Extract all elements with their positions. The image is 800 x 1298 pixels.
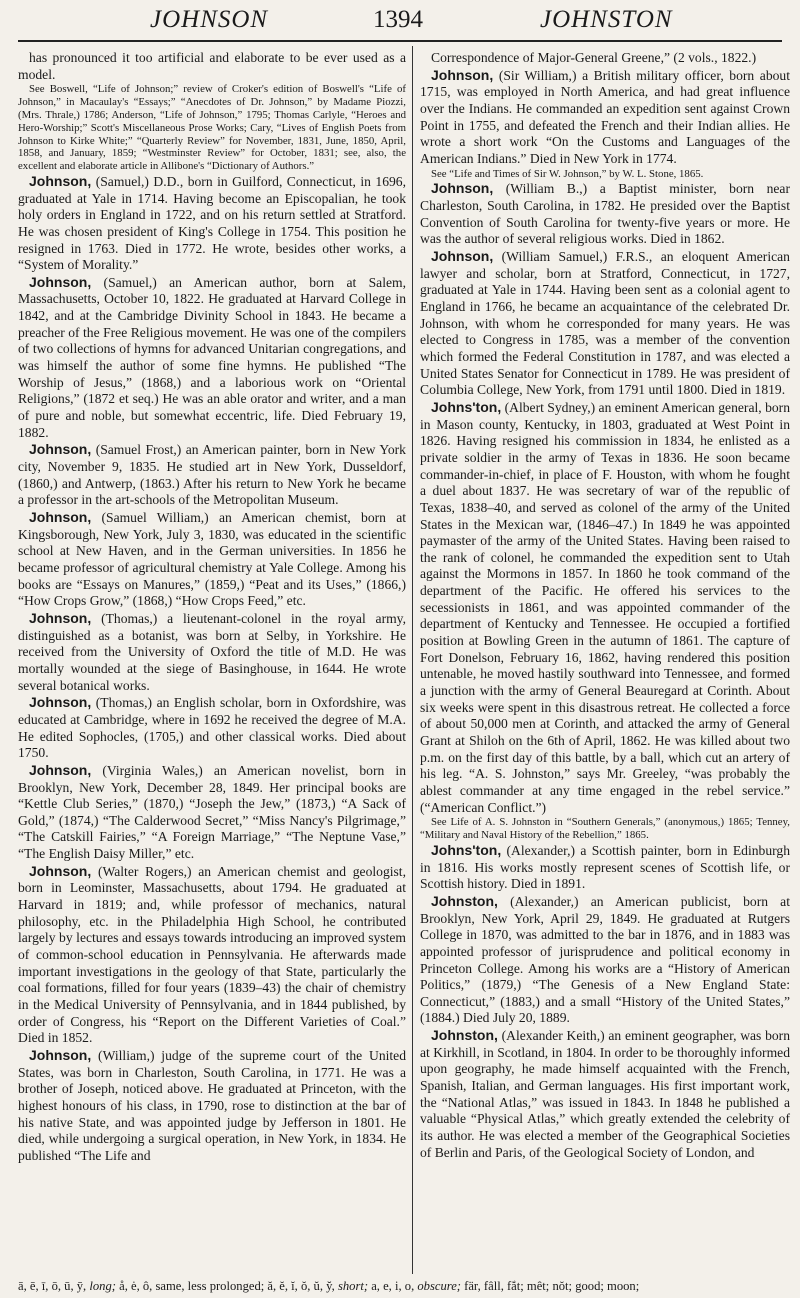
entry-headword: Johns'ton,	[431, 841, 502, 858]
entry-body: (Alexander Keith,) an eminent geographer, was born at Kirkhill, in Scotland, in 1804. In order to be thoroughly informed upon geography, he made himself acquainted with the French, Spanish, Italian, and German languages. His first important work, the “National Atlas,” was issued in 1843. In 1848 he published a valuable “Physical Atlas,” which greatly extended the celebrity of its author. He was elected a member of the Geographical Societies of Berlin and Paris, of the Geological Society of London, and	[420, 1028, 791, 1160]
key-prolonged: å, ė, ô, same, less prolonged; ă, ĕ, ĭ, ŏ, ŭ, y̆,	[119, 1279, 335, 1293]
running-head-left: JOHNSON	[150, 6, 269, 33]
dictionary-entry	[420, 180, 790, 248]
dictionary-entry	[18, 762, 406, 863]
dictionary-entry	[420, 399, 790, 816]
entry-body: (Walter Rogers,) an American chemist and geologist, born in Leominster, Massachusetts, about 1794. He graduated at Harvard in 1819; and, while professor of mechanics, natural philosophy, etc. in the Philadelphia High School, he contributed largely by lectures and essays towards introducing an improved system of common-school education in Pennsylvania. He afterwards made important investigations in the geology of that State, particularly the coal formations, filled for four years (1839–43) the chair of chemistry in the Medical University of Pennsylvania, and in 1844 published, by order of Congress, his “Report on the Different Varieties of Coal.” Died in 1852.	[18, 863, 406, 1046]
dictionary-entry	[18, 694, 406, 762]
page-number: 1394	[373, 6, 423, 33]
column-divider	[412, 46, 413, 1274]
key-short-label: short;	[337, 1279, 369, 1293]
entry-body: (Samuel Frost,) an American painter, born in New York city, November 9, 1835. He studied art in New York, Dusseldorf, (1860,) and Antwerp, (1863.) After his return to New York he became a professor in the art-schools of the Metropolitan Museum.	[18, 442, 406, 508]
dictionary-entry	[420, 1027, 790, 1161]
entry-body: (William,) judge of the supreme court of the United States, was born in Charleston, South Carolina, in 1771. He was a brother of Joseph, noticed above. He graduated at Princeton, with the highest honours of his class, in 1790, rose to distinction at the bar of his native State, and was appointed judge by Jefferson in 1801. He died, while undergoing a surgical operation, in New York, in 1834. He published “The Life and	[18, 1048, 406, 1163]
entry-body: (Samuel,) D.D., born in Guilford, Connecticut, in 1696, graduated at Yale in 1714. Having become an Episcopalian, he took holy orders in England in 1722, and on his return settled at Stratford. He was chosen president of King's College in 1754. This position he resigned in 1763. Died in 1772. He wrote, besides other works, a “System of Morality.”	[18, 173, 406, 273]
entry-body: (Virginia Wales,) an American novelist, born in Brooklyn, New York, December 28, 1849. Her principal books are “Kettle Club Series,” (1870,) “Joseph the Jew,” (1873,) “A Sack of Gold,” (1874,) “The Calderwood Secret,” “Miss Nancy's Pilgrimage,” “The Catskill Fairies,” “A Foreign Marriage,” “The Neptune Vase,” “The English Daisy Miller,” etc.	[18, 762, 406, 862]
entry-body: Correspondence of Major-General Greene,” (2 vols., 1822.)	[431, 50, 757, 65]
entry-body: (Thomas,) an English scholar, born in Oxfordshire, was educated at Cambridge, where in 1692 he received the degree of M.A. He edited Sophocles, (1705,) and other classical works. Died about 1750.	[18, 695, 406, 761]
entry-body: (William Samuel,) F.R.S., an eloquent American lawyer and scholar, born at Stratford, Connecticut, in 1727, graduated at Yale in 1744. Having been sent as a colonial agent to England in 1766, he became an acquaintance of the celebrated Dr. Johnson, with whom he corresponded for many years. He was elected to Congress in 1785, was a member of the convention which formed the Federal Constitution in 1787, and was elected a United States Senator for Connecticut in 1789. He was president of Columbia College, New York, from 1791 until 1800. Died in 1819.	[420, 249, 790, 398]
entry-headword: Johns'ton,	[431, 398, 502, 415]
entry-headword: Johnson,	[29, 862, 92, 879]
entry-headword: Johnson,	[431, 180, 494, 197]
dictionary-entry	[18, 1047, 406, 1165]
note-text: See Boswell, “Life of Johnson;” review of Croker's edition of Boswell's “Life of Johnson,” in Macaulay's “Essays;” “Anecdotes of Dr. Johnson,” by Madame Piozzi, (Mrs. Thrale,) 1786; Anderson, “Life of Johnson,” 1795; Thomas Carlyle, “Heroes and Hero-Worship;” Scott's Miscellaneous Prose Works; Cary, “Lives of English Poets from Johnson to Kirke White;” “Quarterly Review” for November, 1831, June, 1850, April, 1858, and January, 1859; “Westminster Review” for October, 1831; see, also, the excellent and elaborate article in Allibone's “Dictionary of Authors.”	[18, 83, 406, 173]
key-long-label: long;	[89, 1279, 116, 1293]
dictionary-entry	[18, 441, 406, 509]
entry-headword: Johnston,	[431, 892, 498, 909]
entry-body: (Sir William,) a British military officer, born about 1715, was employed in North America, and had great influence over the Indians. He commanded an expedition sent against Crown Point in 1755, and defeated the French and their Indian allies. He wrote a short work “On the Customs and Languages of the American Indians.” Died in New York in 1774.	[420, 67, 791, 166]
running-head-right: JOHNSTON	[540, 6, 673, 33]
dictionary-entry	[420, 50, 790, 67]
dictionary-entry	[420, 842, 790, 893]
note-text: See “Life and Times of Sir W. Johnson,” by W. L. Stone, 1865.	[431, 167, 704, 180]
key-obscure-label: obscure;	[417, 1279, 461, 1293]
entry-body: (Samuel William,) an American chemist, born at Kingsborough, New York, July 3, 1830, was educated in the scientific school at New Haven, and in the German universities. In 1856 he became professor of agricultural chemistry at Yale College. Among his books are “Essays on Manures,” (1859,) “Peat and its Uses,” (1866,) “How Crops Grow,” (1868,) “How Crops Feed,” etc.	[18, 510, 406, 609]
entry-headword: Johnson,	[431, 66, 494, 83]
dictionary-entry	[420, 248, 790, 399]
entry-headword: Johnson,	[29, 273, 92, 290]
key-obscure-vowels: a, e, i, o,	[371, 1279, 415, 1293]
dictionary-entry	[420, 893, 790, 1027]
entry-body: has pronounced it too artificial and elaborate to be ever used as a model.	[18, 50, 406, 82]
entry-headword: Johnson,	[29, 172, 92, 189]
dictionary-entry	[18, 50, 406, 83]
entry-body: (Alexander,) an American publicist, born at Brooklyn, New York, April 29, 1849. He graduated at Rutgers College in 1870, was admitted to the bar in 1876, and in 1883 was appointed professor of jurisprudence and political economy in Princeton College. Among his works are a “History of American Politics,” (1879,) “The Genesis of a New England State: Connecticut,” (1883,) and a small “History of the United States,” (1884.) Died July 20, 1889.	[420, 893, 790, 1026]
left-column	[18, 50, 406, 1165]
dictionary-entry	[18, 509, 406, 610]
right-column	[420, 50, 790, 1161]
entry-body: (Alexander,) a Scottish painter, born in Edinburgh in 1816. His works mostly represent scenes of Scottish life, or Scottish history. Died in 1891.	[420, 842, 790, 892]
reference-note	[420, 168, 790, 181]
dictionary-entry	[18, 173, 406, 274]
header-rule	[18, 40, 782, 42]
dictionary-entry	[18, 610, 406, 694]
key-examples: fär, fâll, fắt; mêt; nŏt; good; moon;	[464, 1279, 640, 1293]
entry-headword: Johnson,	[29, 694, 92, 711]
entry-headword: Johnson,	[29, 609, 92, 626]
entry-body: (Albert Sydney,) an eminent American general, born in Mason county, Kentucky, in 1803, graduated at West Point in 1826. Having resigned his commission in 1834, he enlisted as a private soldier in the army of Texas in 1836. He soon became commander-in-chief, in place of F. Houston, with whom he fought a duel about 1837. He was secretary of war of the republic of Texas, 1838–40, and served as colonel of the army of the United States in the Mexican war, (1846–47.) In 1849 he was appointed paymaster of the army of the United States. Having been raised to the rank of colonel, he commanded the expedition sent to Utah against the Mormons in 1857. In 1860 he took command of the department of the Pacific. He offered his services to the secessionists in 1861, and was appointed commander of the department of Kentucky and Tennessee. He occupied a fortified position at Bowling Green in the autumn of 1861. The capture of Fort Donelson, February 16, 1862, having rendered this position untenable, he moved hastily southward into Tennessee, and formed a junction with the army of General Beauregard at Corinth. About six weeks were spent in this disastrous retreat. He collected a force of about 50,000 men at Corinth, and attacked the army of General Grant at Shiloh on the 6th of April, 1862. He was killed about two p.m. on the first day of this battle, by a ball, which cut an artery of his leg. “A. S. Johnston,” says Mr. Greeley, “was probably the ablest commander at any time engaged in the rebel service.” (“American Conflict.”)	[420, 399, 790, 815]
note-text: See Life of A. S. Johnston in “Southern Generals,” (anonymous,) 1865; Tenney, “Military and Naval History of the Rebellion,” 1865.	[420, 816, 790, 842]
entry-body: (William B.,) a Baptist minister, born near Charleston, South Carolina, in 1782. He presided over the Baptist Convention of South Carolina for twenty-five years or more. He was the author of several religious works. Died in 1862.	[420, 181, 790, 247]
entry-headword: Johnston,	[431, 1027, 498, 1044]
entry-headword: Johnson,	[431, 248, 494, 265]
dictionary-entry	[18, 274, 406, 442]
entry-headword: Johnson,	[29, 509, 92, 526]
dictionary-entry	[420, 67, 790, 168]
key-long-vowels: ā, ē, ī, ō, ū, ȳ,	[18, 1279, 87, 1293]
entry-headword: Johnson,	[29, 441, 92, 458]
dictionary-entry	[18, 863, 406, 1047]
entry-headword: Johnson,	[29, 761, 92, 778]
entry-body: (Thomas,) a lieutenant-colonel in the royal army, distinguished as a botanist, was born at Selby, in Yorkshire. He received from the University of Oxford the title of M.D. He was mortally wounded at the siege of Basinghouse, in 1644. He wrote several botanical works.	[18, 610, 406, 693]
reference-note	[420, 816, 790, 842]
reference-note	[18, 83, 406, 173]
entry-body: (Samuel,) an American author, born at Salem, Massachusetts, October 10, 1822. He graduated at Harvard College in 1842, and at the Cambridge Divinity School in 1843. He became a preacher of the Free Religious movement. He was one of the compilers of two collections of hymns for advanced Unitarian congregations, and was himself the author of some fine hymns. He published “The Worship of Jesus,” (1868,) and a laborious work on “Oriental Religions,” (1872 et seq.) He was an able orator and writer, and a man of pure and noble, but somewhat eccentric, life. Died February 19, 1882.	[18, 274, 406, 440]
pronunciation-key	[18, 1279, 798, 1294]
entry-headword: Johnson,	[29, 1047, 92, 1064]
